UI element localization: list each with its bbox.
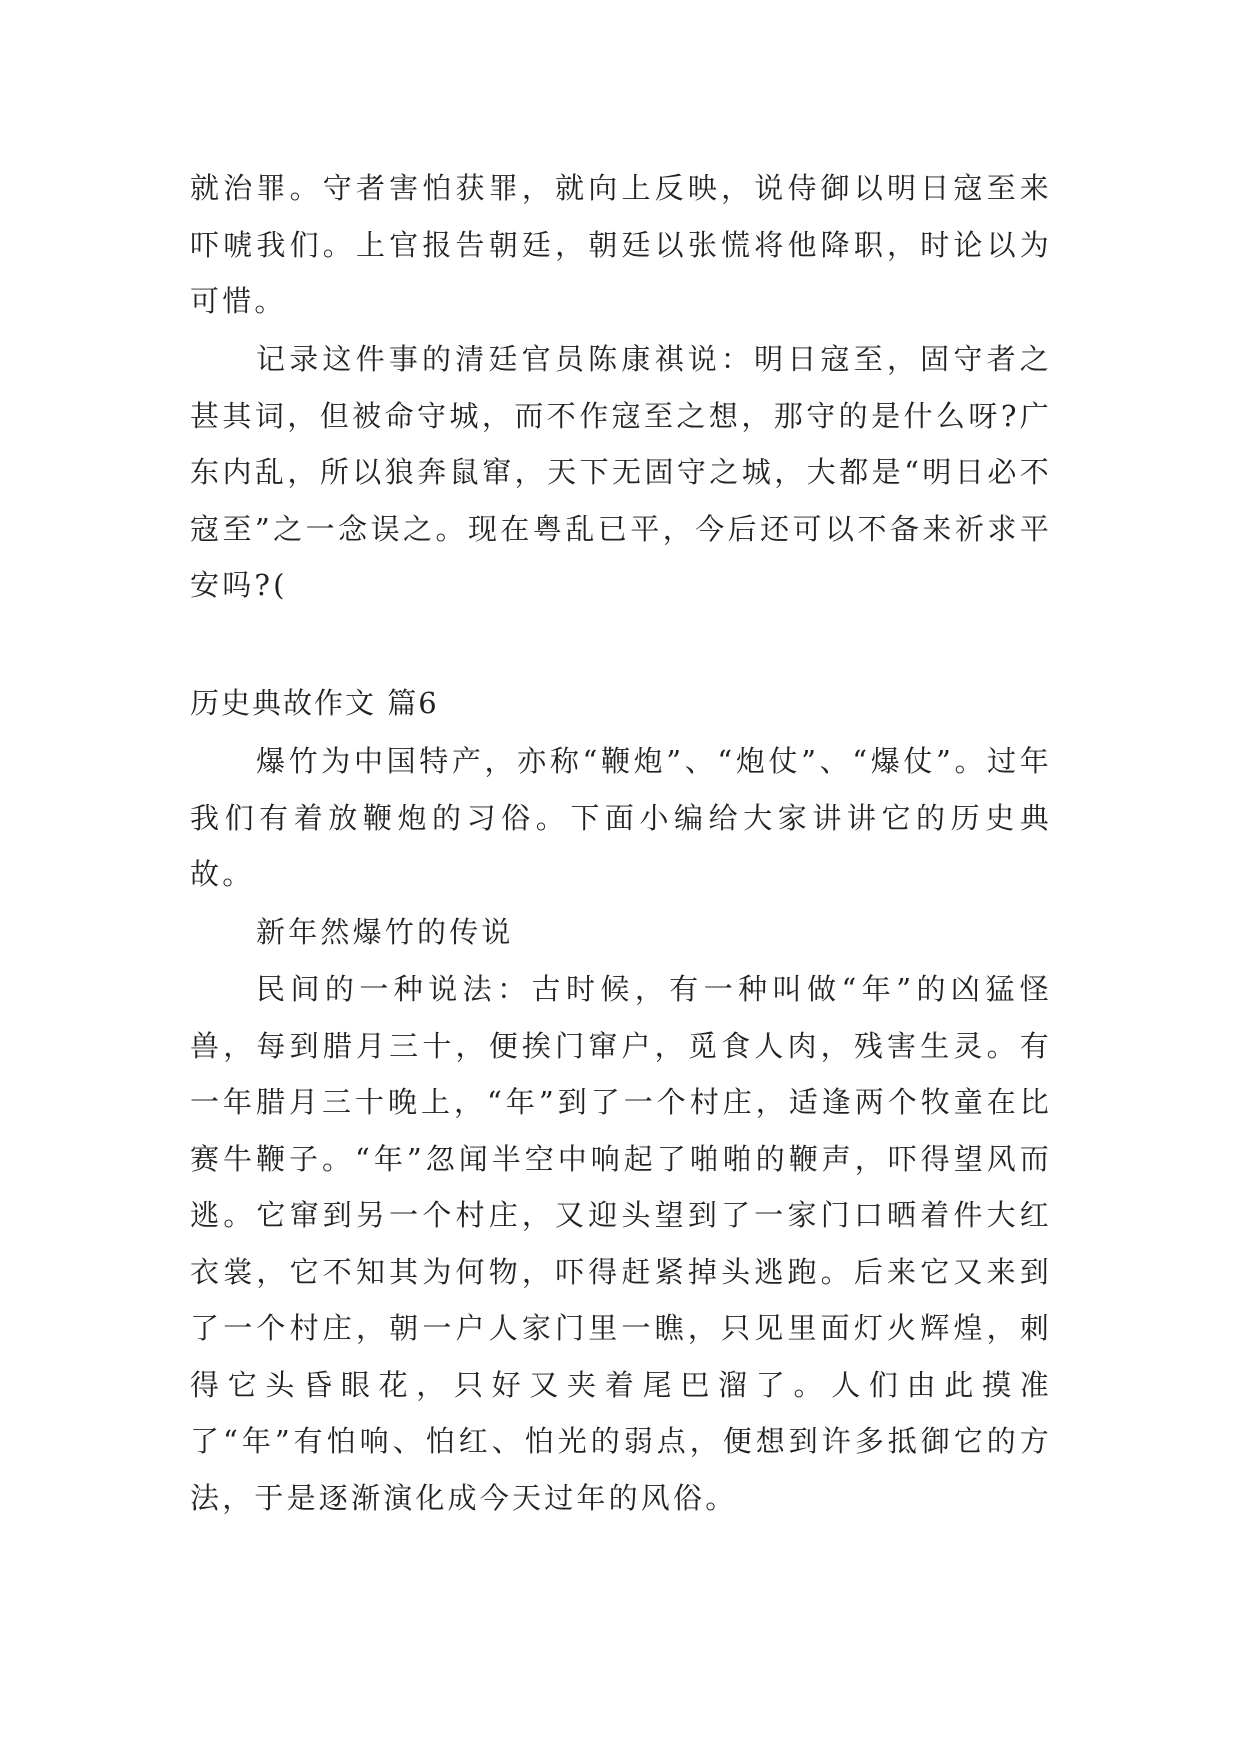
paragraph-chen-kangqi: 记录这件事的清廷官员陈康祺说：明日寇至，固守者之甚其词，但被命守城，而不作寇至之想，那守的是什么呀?广东内乱，所以狼奔鼠窜，天下无固守之城，大都是“明日必不寇至”之一念误之。现在粤乱已平，今后还可以不备来祈求平安吗?( <box>190 342 1052 602</box>
section-heading: 历史典故作文 篇6 <box>190 686 439 720</box>
subheading-legend: 新年然爆竹的传说 <box>256 915 514 949</box>
paragraph-nian-legend: 民间的一种说法：古时候，有一种叫做“年”的凶猛怪兽，每到腊月三十，便挨门窜户，觅食人肉，残害生灵。有一年腊月三十晚上，“年”到了一个村庄，适逢两个牧童在比赛牛鞭子。“年”忽闻半空中响起了啪啪的鞭声，吓得望风而逃。它窜到另一个村庄，又迎头望到了一家门口晒着件大红衣裳，它不知其为何物，吓得赶紧掉头逃跑。后来它又来到了一个村庄，朝一户人家门里一瞧，只见里面灯火辉煌，刺得它头昏眼花，只好又夹着尾巴溜了。人们由此摸准了“年”有怕响、怕红、怕光的弱点，便想到许多抵御它的方法，于是逐渐演化成今天过年的风俗。 <box>190 972 1052 1515</box>
paragraph-firecracker-intro: 爆竹为中国特产，亦称“鞭炮”、“炮仗”、“爆仗”。过年我们有着放鞭炮的习俗。下面小编给大家讲讲它的历史典故。 <box>190 744 1052 891</box>
paragraph-continued: 就治罪。守者害怕获罪，就向上反映，说侍御以明日寇至来吓唬我们。上官报告朝廷，朝廷以张慌将他降职，时论以为可惜。 <box>190 171 1052 318</box>
